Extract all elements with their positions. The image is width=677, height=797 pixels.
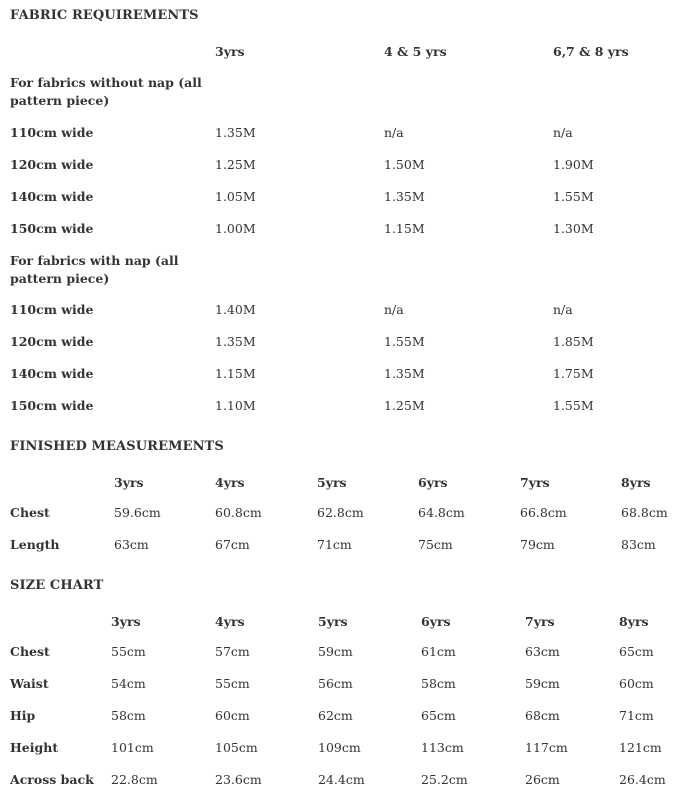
fabric-cell: 1.35M [215,334,256,349]
size-chart-cell: 113cm [421,740,464,755]
fabric-cell: 1.55M [384,334,425,349]
size-chart-cell: 25.2cm [421,772,468,787]
fabric-requirements-heading: FABRIC REQUIREMENTS [10,8,199,23]
size-chart-cell: 57cm [215,644,250,659]
fabric-cell: 1.90M [553,157,594,172]
fabric-row-label: 110cm wide [10,125,94,140]
size-chart-cell: 109cm [318,740,361,755]
finished-cell: 62.8cm [317,505,364,520]
finished-row-label: Length [10,537,60,552]
size-chart-cell: 101cm [111,740,154,755]
size-chart-cell: 23.6cm [215,772,262,787]
size-chart-cell: 22.8cm [111,772,158,787]
size-chart-cell: 105cm [215,740,258,755]
size-chart-size-header: 6yrs [421,614,451,629]
fabric-cell: n/a [384,302,404,317]
finished-cell: 75cm [418,537,453,552]
fabric-cell: 1.25M [384,398,425,413]
fabric-cell: 1.05M [215,189,256,204]
size-chart-size-header: 3yrs [111,614,141,629]
size-chart-cell: 60cm [215,708,250,723]
fabric-cell: 1.25M [215,157,256,172]
size-chart-cell: 121cm [619,740,662,755]
finished-cell: 83cm [621,537,656,552]
fabric-cell: 1.35M [215,125,256,140]
size-chart-cell: 65cm [421,708,456,723]
finished-cell: 71cm [317,537,352,552]
size-chart-cell: 58cm [421,676,456,691]
finished-cell: 59.6cm [114,505,161,520]
fabric-cell: 1.55M [553,398,594,413]
finished-size-header: 3yrs [114,475,144,490]
fabric-size-header: 6,7 & 8 yrs [553,44,629,59]
fabric-cell: 1.10M [215,398,256,413]
size-chart-cell: 58cm [111,708,146,723]
fabric-row-label: 150cm wide [10,221,94,236]
fabric-row-label: 110cm wide [10,302,94,317]
size-chart-cell: 54cm [111,676,146,691]
finished-cell: 79cm [520,537,555,552]
size-chart-size-header: 7yrs [525,614,555,629]
finished-size-header: 8yrs [621,475,651,490]
fabric-size-header: 4 & 5 yrs [384,44,447,59]
size-chart-cell: 59cm [318,644,353,659]
finished-row-label: Chest [10,505,50,520]
size-chart-row-label: Chest [10,644,50,659]
finished-cell: 63cm [114,537,149,552]
finished-size-header: 6yrs [418,475,448,490]
finished-measurements-heading: FINISHED MEASUREMENTS [10,439,224,454]
finished-size-header: 5yrs [317,475,347,490]
fabric-row-label: 120cm wide [10,157,94,172]
fabric-cell: n/a [553,302,573,317]
fabric-cell: 1.35M [384,189,425,204]
finished-cell: 67cm [215,537,250,552]
size-chart-cell: 26.4cm [619,772,666,787]
fabric-size-header: 3yrs [215,44,245,59]
size-chart-cell: 59cm [525,676,560,691]
size-chart-cell: 56cm [318,676,353,691]
fabric-cell: 1.35M [384,366,425,381]
size-chart-cell: 65cm [619,644,654,659]
size-chart-size-header: 4yrs [215,614,245,629]
finished-cell: 64.8cm [418,505,465,520]
fabric-group-label: For fabrics without nap (all pattern piece) [10,75,202,108]
fabric-cell: 1.85M [553,334,594,349]
fabric-cell: 1.40M [215,302,256,317]
fabric-cell: 1.30M [553,221,594,236]
size-chart-cell: 61cm [421,644,456,659]
size-chart-row-label: Waist [10,676,49,691]
fabric-row-label: 150cm wide [10,398,94,413]
fabric-cell: 1.00M [215,221,256,236]
fabric-cell: 1.55M [553,189,594,204]
size-chart-cell: 26cm [525,772,560,787]
size-chart-cell: 68cm [525,708,560,723]
fabric-cell: 1.15M [215,366,256,381]
finished-cell: 66.8cm [520,505,567,520]
size-chart-heading: SIZE CHART [10,578,104,593]
size-chart-row-label: Hip [10,708,36,723]
size-chart-cell: 24.4cm [318,772,365,787]
finished-size-header: 7yrs [520,475,550,490]
fabric-cell: n/a [384,125,404,140]
size-chart-row-label: Across back [10,772,94,787]
finished-cell: 60.8cm [215,505,262,520]
size-chart-cell: 63cm [525,644,560,659]
fabric-row-label: 140cm wide [10,189,94,204]
fabric-group-label: For fabrics with nap (all pattern piece) [10,253,179,286]
finished-cell: 68.8cm [621,505,668,520]
size-chart-size-header: 8yrs [619,614,649,629]
fabric-cell: 1.50M [384,157,425,172]
size-chart-cell: 60cm [619,676,654,691]
fabric-cell: n/a [553,125,573,140]
size-chart-row-label: Height [10,740,59,755]
fabric-row-label: 120cm wide [10,334,94,349]
fabric-row-label: 140cm wide [10,366,94,381]
size-chart-cell: 55cm [111,644,146,659]
size-chart-cell: 55cm [215,676,250,691]
fabric-cell: 1.15M [384,221,425,236]
size-chart-cell: 71cm [619,708,654,723]
size-chart-cell: 117cm [525,740,568,755]
fabric-cell: 1.75M [553,366,594,381]
size-chart-size-header: 5yrs [318,614,348,629]
finished-size-header: 4yrs [215,475,245,490]
size-chart-cell: 62cm [318,708,353,723]
